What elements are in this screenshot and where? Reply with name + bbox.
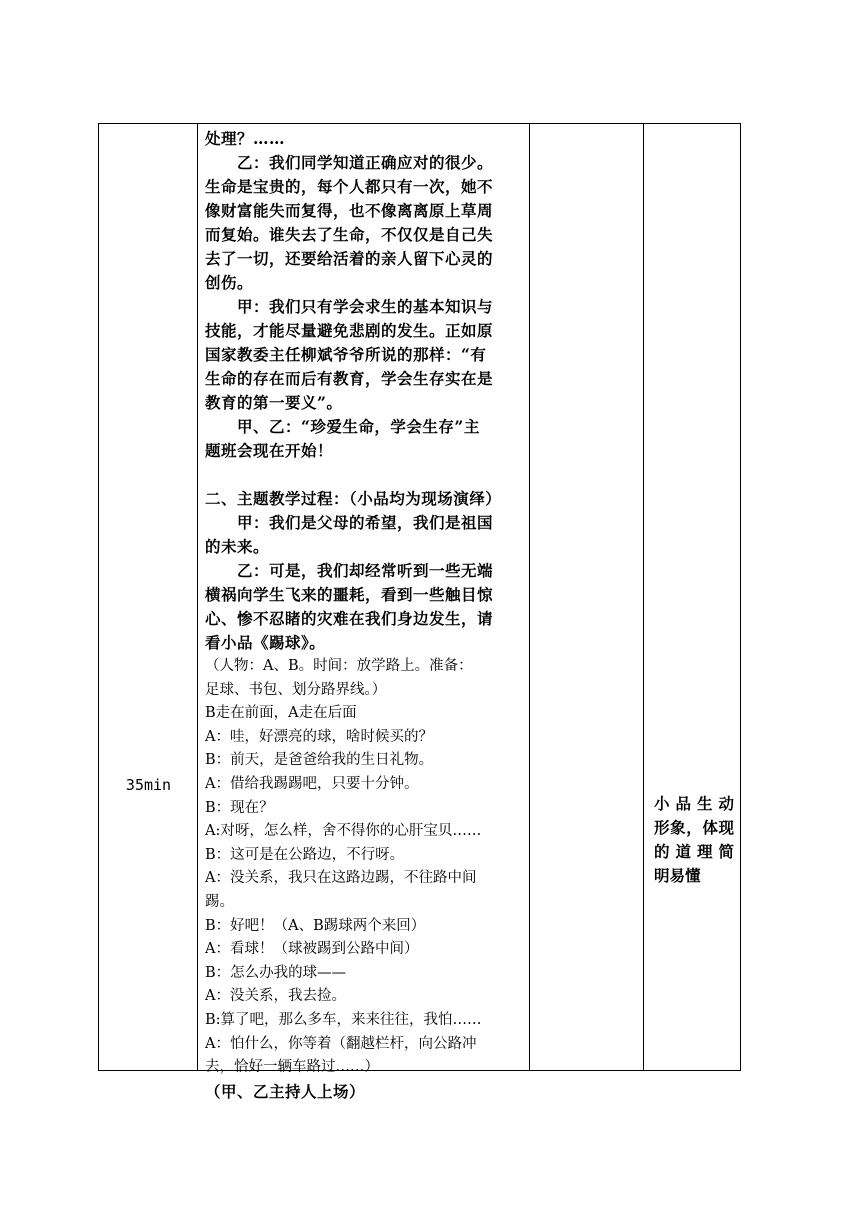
note-line: 小品生动 bbox=[654, 794, 734, 813]
content-line: A：怕什么，你等着（翻越栏杆，向公路冲 bbox=[205, 1035, 477, 1052]
content-line: 国家教委主任柳斌爷爷所说的那样：“有 bbox=[205, 345, 487, 364]
note-line: 的道理简 bbox=[654, 842, 734, 861]
content-line: 乙：我们同学知道正确应对的很少。 bbox=[237, 153, 494, 172]
content-line: 生命的存在而后有教育，学会生存实在是 bbox=[205, 369, 494, 388]
content-line: 足球、书包、划分路界线。） bbox=[205, 681, 387, 698]
content-line: A：没关系，我去捡。 bbox=[205, 988, 346, 1005]
content-line: B：怎么办我的球—— bbox=[205, 964, 347, 981]
time-cell: 35min bbox=[125, 776, 172, 794]
content-line: B：前天，是爸爸给我的生日礼物。 bbox=[205, 752, 434, 769]
content-line: 技能，才能尽量避免悲剧的发生。正如原 bbox=[205, 321, 494, 340]
content-line: 甲、乙：“珍爱生命，学会生存”主 bbox=[237, 417, 480, 436]
content-line: 处理？…… bbox=[205, 129, 286, 148]
content-line: 而复始。谁失去了生命，不仅仅是自己失 bbox=[205, 225, 494, 244]
content-line: 像财富能失而复得，也不像离离原上草周 bbox=[205, 201, 494, 220]
note-line: 形象，体现 bbox=[654, 818, 734, 837]
content-line: 去了一切，还要给活着的亲人留下心灵的 bbox=[205, 249, 494, 268]
content-line: 创伤。 bbox=[205, 273, 254, 292]
content-line: （人物：A、B。时间：放学路上。准备： bbox=[205, 658, 473, 674]
content-line: 乙：可是，我们却经常听到一些无端 bbox=[237, 561, 494, 580]
content-line: B：好吧！（A、B踢球两个来回） bbox=[205, 917, 426, 934]
content-line: B：这可是在公路边，不行呀。 bbox=[205, 846, 405, 863]
content-line: 横祸向学生飞来的噩耗，看到一些触目惊 bbox=[205, 585, 494, 604]
content-line: 去，恰好一辆车路过……） bbox=[205, 1059, 379, 1076]
lesson-plan-table bbox=[98, 123, 741, 1101]
content-line: A：借给我踢踢吧，只要十分钟。 bbox=[205, 775, 419, 792]
content-line: B:算了吧，那么多车，来来往往，我怕…… bbox=[205, 1011, 482, 1028]
content-line: 的未来。 bbox=[205, 537, 270, 556]
note-line: 明易懂 bbox=[654, 866, 701, 885]
content-line: 甲：我们是父母的希望，我们是祖国 bbox=[237, 513, 494, 532]
content-line: 题班会现在开始！ bbox=[205, 441, 334, 460]
content-line: 踢。 bbox=[205, 893, 234, 910]
content-line: 生命是宝贵的，每个人都只有一次，她不 bbox=[205, 177, 494, 196]
content-line: A：哇，好漂亮的球，啥时候买的？ bbox=[205, 728, 433, 745]
content-line: 教育的第一要义”。 bbox=[205, 393, 343, 412]
content-line: 心、惨不忍睹的灾难在我们身边发生，请 bbox=[205, 609, 494, 628]
content-line: B走在前面，A走在后面 bbox=[205, 705, 357, 722]
content-line: A：看球！（球被踢到公路中间） bbox=[205, 941, 419, 958]
content-line: （甲、乙主持人上场） bbox=[205, 1081, 366, 1101]
time-column bbox=[99, 124, 198, 1070]
content-cell bbox=[205, 127, 525, 1104]
content-line: 二、主题教学过程：（小品均为现场演绎） bbox=[205, 489, 502, 508]
content-line: 甲：我们只有学会求生的基本知识与 bbox=[237, 297, 494, 316]
content-line: B：现在？ bbox=[205, 799, 274, 816]
blank-column bbox=[530, 124, 644, 1070]
blank-line bbox=[205, 463, 525, 487]
content-line: A：没关系，我只在这路边踢，不往路中间 bbox=[205, 870, 477, 887]
note-cell bbox=[654, 792, 734, 888]
content-line: A:对呀，怎么样，舍不得你的心肝宝贝…… bbox=[205, 823, 482, 840]
content-line: 看小品《踢球》。 bbox=[205, 633, 326, 652]
